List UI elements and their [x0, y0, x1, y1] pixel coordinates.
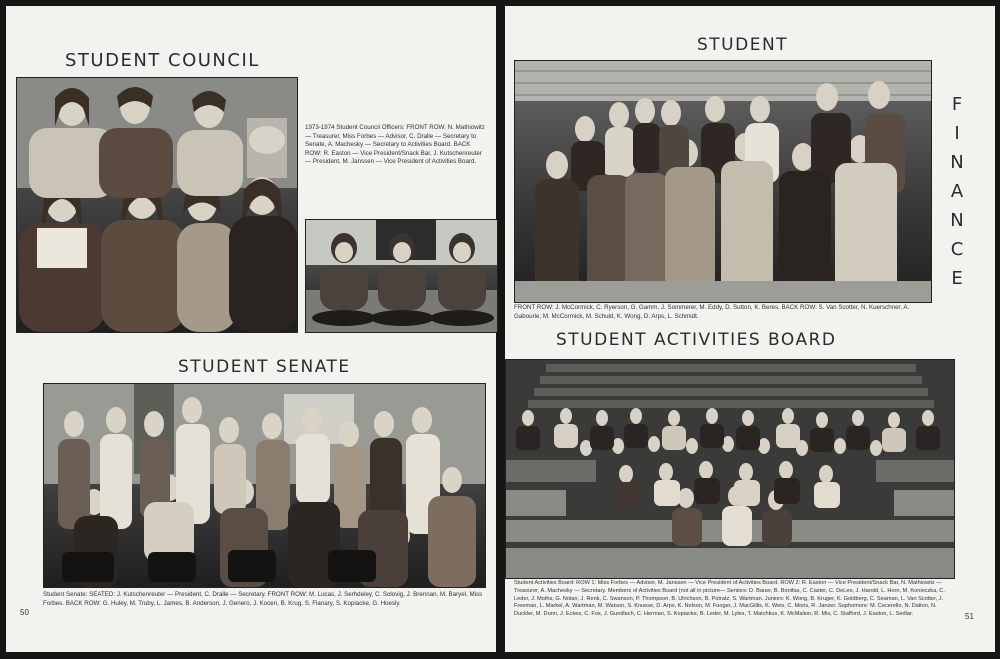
finance-letter: N — [950, 152, 964, 173]
finance-letter: F — [951, 94, 963, 115]
finance-letter: E — [951, 268, 963, 289]
senate-photo — [43, 383, 486, 588]
page-number-left: 50 — [20, 608, 29, 617]
left-yearbook-page — [6, 6, 496, 652]
activities-heading: STUDENT ACTIVITIES BOARD — [556, 330, 837, 350]
page-number-right: 51 — [965, 612, 974, 621]
activities-board-photo — [505, 359, 955, 579]
finance-side-heading — [945, 94, 969, 297]
finance-letter: I — [954, 123, 960, 144]
finance-letter: N — [950, 210, 964, 231]
finance-heading: STUDENT — [697, 35, 789, 55]
activities-caption: Student Activities Board: ROW 1: Miss Forbes — Advisor, M. Janssen — Vice President of Activities Board. ROW 2: R. Easton — Vice President/Snack Bar, N. Mathiowitz — Treasurer, A. Machesky — Secretary. Members of Activities Board (not all in picture— Seniors: D. Bauer, B. Bonifas, C. Caster, C. DeLeo, J. Harold, L. Horn, M. Konieczka, C. Leder, J. Moths, G. Nolan, J. Renk, C. Swanson, P. Thompson, B. Ulrichson, B. Potratz, S. Wartman. Juniors: K. Wong, B. Kruger, K. Goldberg, C. Seaman, L. Van Scotter, J. Freeman, L. Markel, A. Wartman, M. Watson, S. Knuese, D. Arps, K. Nelson, M. Fuoger, J. MacGillis, K. Weis, C. Moris, R. Janzer. Sophomore: M. Cecerello, N. Dalton, N. Duckler, M. Dunn, J. Eckes, C. Fox, J. Gundlach, C. Herman, S. Kopiacke, B. Leder, M. Lyles, T. Matchkus, K. McMalion, R. Mis, C. Stafford, J. Easton, L. Sedlar. — [514, 580, 945, 618]
council-heading: STUDENT COUNCIL — [65, 50, 260, 71]
right-yearbook-page — [505, 6, 995, 652]
finance-letter: A — [950, 181, 964, 202]
senate-caption: Student Senate: SEATED: J. Kutschenreuter — President, C. Dralle — Secretary. FRONT ROW: M. Lucas, J. Serhdeley, C. Solovig, J. Brennan, M. Baryel, Miss Forbes. BACK ROW: G. Huley, M. Truby, L. James, B. Anderson, J. Genero, J. Kocen, B. Krug, S. Flanary, S. Kopiacke, G. Hoesly. — [43, 591, 483, 607]
finance-caption: FRONT ROW: J. McCormick, C. Ryerson, G. Gamm, J. Sommerer, M. Eddy, D. Sutton, K. Beres. BACK ROW: S. Van Scotter, N. Kuerschner, A. Gabourie, M. McCormick, M. Schuld, K. Wong, D. Arps, L. Schmidt. — [514, 304, 910, 320]
finance-committee-photo — [514, 60, 932, 303]
council-officers-photo — [16, 77, 298, 333]
senate-heading: STUDENT SENATE — [178, 357, 351, 377]
council-candid-photo — [305, 219, 498, 333]
council-caption: 1973-1974 Student Council Officers: FRONT ROW: N. Mathiowitz — Treasurer, Miss Forbes — Advisor, C. Dralle — Secretary to Senate, A. Machesky — Secretary to Activities Board. BACK ROW: R. Easton — Vice President/Snack Bar, J. Kutschenreuter — President, M. Janssen — Vice President of Activities Board. — [305, 124, 485, 166]
finance-letter: C — [950, 239, 964, 260]
